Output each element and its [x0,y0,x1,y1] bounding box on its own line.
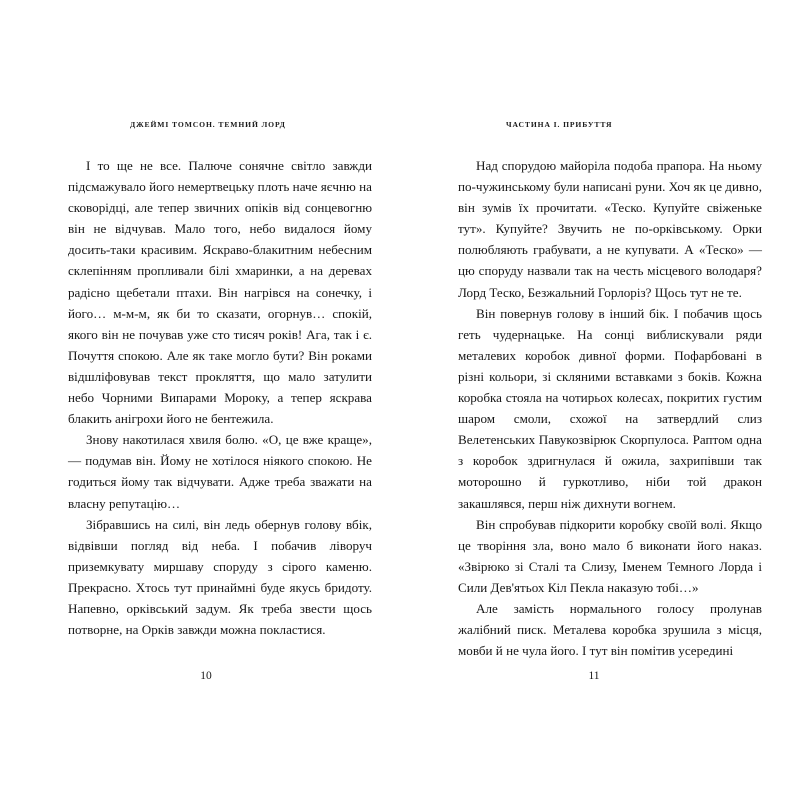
paragraph: Над спорудою майоріла подоба прапора. На ньому по-чужинському були написані руни. Хоч як це дивно, він зумів їх прочитати. «Теско. Купуйте свіженьке тут». Купуйте? Звучить не по-орківському. Орки полюбляють грабувати, а не купувати. А «Теско» — цю споруду назвали так на честь місцевого володаря? Лорд Теско, Безжальний Горлоріз? Щось тут не те. [458,158,762,300]
page-number-left: 10 [200,670,212,682]
page-right [400,0,800,800]
page-right-content [458,120,762,680]
running-head-right: ЧАСТИНА I. ПРИБУТТЯ [506,120,613,129]
body-text-left [68,155,372,640]
paragraph: Знову накотилася хвиля болю. «О, це вже краще», — подумав він. Йому не хотілося ніякого спокою. Не годиться йому так відчувати. Адже треба зважати на власну репутацію… [68,432,372,511]
paragraph: Він спробував підкорити коробку своїй волі. Якщо це творіння зла, воно мало б виконати його наказ. «Звірюко зі Сталі та Слизу, Іменем Темного Лорда і Сили Дев'ятьох Кіл Пекла наказую тобі…» [458,516,762,595]
page-left-content [68,120,372,680]
paragraph: Зібравшись на силі, він ледь обернув голову вбік, відвівши погляд від неба. І побачив ліворуч приземкувату миршаву споруду з сірого каменю. Прекрасно. Хтось тут принаймні буде якусь бридоту. Напевно, орківський задум. Як треба звести щось потворне, на Орків завжди можна покластися. [68,516,372,638]
body-text-right [458,155,762,661]
page-number-right: 11 [588,670,600,682]
paragraph: Але замість нормального голосу пролунав жалібний писк. Металева коробка зрушила з місця, мовби й не чула його. І тут він помітив усередині [458,600,762,659]
paragraph: І то ще не все. Палюче сонячне світло завжди підсмажувало його немертвецьку плоть наче яєчню на сковорідці, але тепер звичних опіків від сонцевогню він не відчував. Мало того, небо видалося йому досить-таки красивим. Яскраво-блакитним небесним склепінням пропливали білі хмаринки, а на деревах радісно щебетали птахи. Він нагрівся на сонечку, і його… м-м-м, як би то сказати, огорнув… спокій, якого він не почував уже сто тисяч років! Ага, так і є. Почуття спокою. Але як таке могло бути? Він роками відшліфовував текст прокляття, що мало затулити небо Чорними Випарами Мороку, а тепер яскрава блакить анігрохи його не бентежила. [68,158,372,427]
running-head-left: ДЖЕЙМІ ТОМСОН. ТЕМНИЙ ЛОРД [130,120,286,129]
paragraph: Він повернув голову в інший бік. І побачив щось геть чудернацьке. На сонці виблискували ряди металевих коробок дивної форми. Пофарбовані в різні кольори, зі скляними вставками з боків. Кожна коробка стояла на чотирьох колесах, покритих густим шаром смоли, схожої на затвердлий слиз Велетенських Павукозвірюк Скорпулоса. Раптом одна з коробок здригнулася й ожила, захрипівши так моторошно й гуркотливо, ніби той дракон закашлявся, перш ніж дихнути вогнем. [458,305,762,511]
